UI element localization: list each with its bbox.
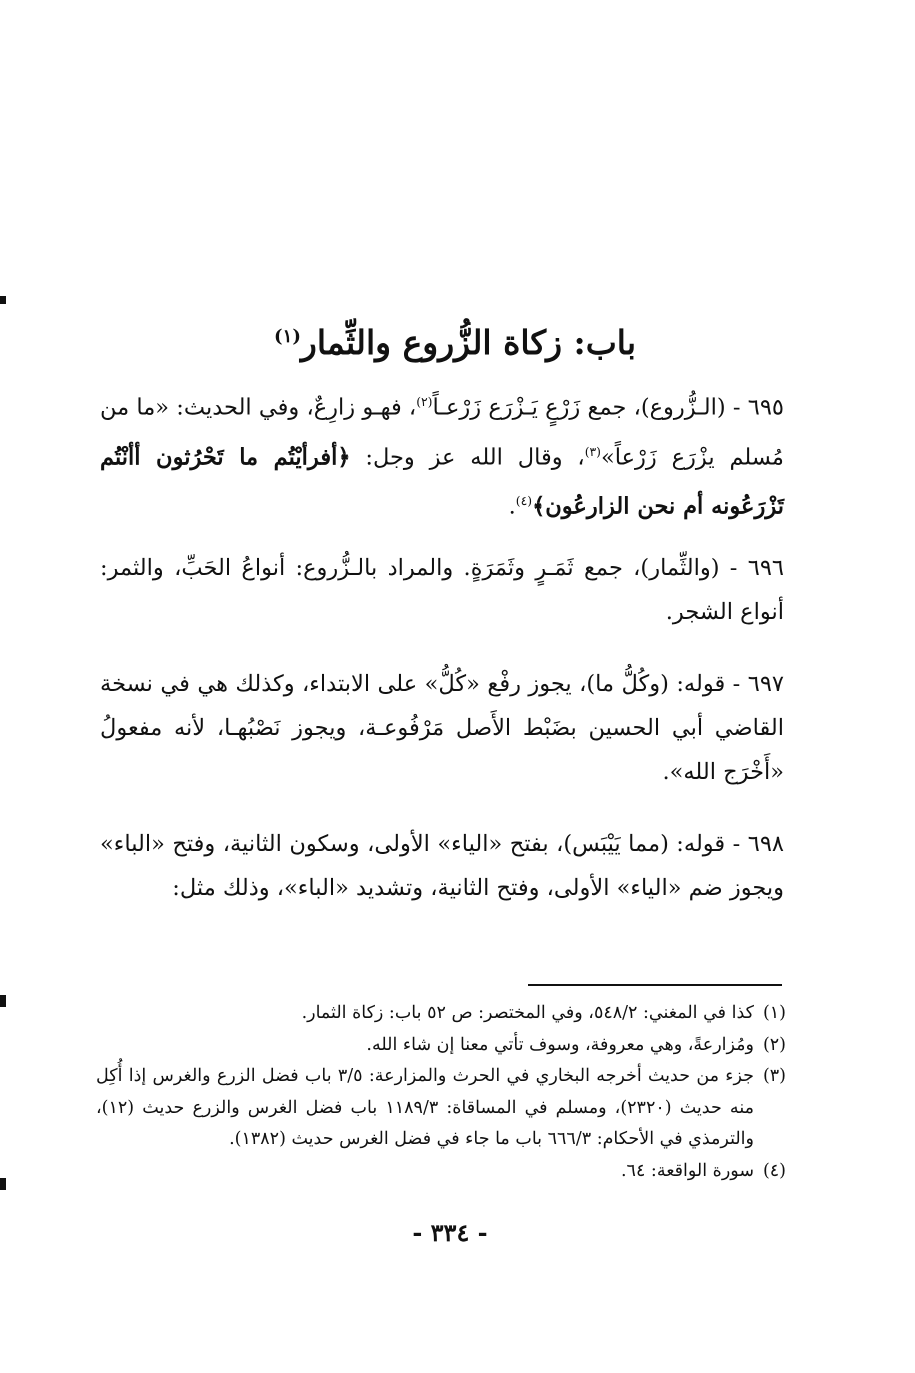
footnote-text: ومُزارعةً، وهي معروفة، وسوف تأتي معنا إن شاء الله. <box>366 1034 754 1055</box>
paragraph-text: ٦٩٨ - قوله: (مما يَيْبَس)، بفتح «الياء» الأولى، وسكون الثانية، وفتح «الباء» ويجوز ضم «الياء» الأولى، وفتح الثانية، وتشديد «الباء»، وذلك مثل: <box>100 831 784 901</box>
footnote-ref: (٢) <box>416 395 433 409</box>
footnote-number: (١) <box>762 1003 786 1023</box>
page-number: - ٣٣٤ - <box>412 1218 488 1247</box>
footnote-item <box>96 1156 786 1188</box>
footnote-number: (٣) <box>762 1066 786 1086</box>
quran-quote: ﴿أفرأيْتُم ما تَحْرُثون أأنْتُم تَزْرَعُونه أم نحن الزارعُون﴾ <box>100 444 784 520</box>
footnote-item <box>96 1030 786 1062</box>
footnote-item <box>96 998 786 1030</box>
paragraph-698 <box>100 822 784 910</box>
paragraph-text: ٦٩٥ - (الـزُّروع)، جمع زَرْعٍ يَـزْرَع زَرْعـاً <box>432 394 784 421</box>
footnote-divider <box>528 984 782 986</box>
paragraph-text: ، فهـو زارِعٌ، وفي الحديث: «ما من مُسلم يزْرَع زَرْعاً» <box>100 394 784 470</box>
footnote-ref: (٤) <box>515 494 533 508</box>
footnote-number: (٢) <box>762 1034 786 1055</box>
footnote-ref: (١) <box>273 326 301 347</box>
scan-edge-mark <box>0 296 6 304</box>
footnote-text: جزء من حديث أخرجه البخاري في الحرث والمزارعة: ٣/٥ باب فضل الزرع والغرس إذا أُكِل منه حديث (٢٣٢٠)، ومسلم في المساقاة: ١١٨٩/٣ باب فضل الغرس والزرع حديث (١٢)، والترمذي في الأحكام: ٦٦٦/٣ باب ما جاء في فضل الغرس حديث (١٣٨٢). <box>96 1066 754 1149</box>
scan-edge-mark <box>0 1178 6 1190</box>
paragraph-text: ٦٩٦ - (والثِّمار)، جمع ثَمَـرٍ وثَمَرَةٍ. والمراد بالـزُّروع: أنواعُ الحَبِّ، والثمر: أنواع الشجر. <box>100 555 784 625</box>
footnote-item <box>96 1061 786 1156</box>
footnote-text: كذا في المغني: ٥٤٨/٢، وفي المختصر: ص ٥٢ باب: زكاة الثمار. <box>301 1003 754 1023</box>
paragraph-696 <box>100 546 784 634</box>
paragraph-text: ٦٩٧ - قوله: (وكُلُّ ما)، يجوز رفْع «كُلُّ» على الابتداء، وكذلك هي في نسخة القاضي أبي الحسين بضَبْط الأَصل مَرْفُوعـة، ويجوز نَصْبُهـا، لأنه مفعولُ «أَخْرَج الله». <box>100 671 784 785</box>
paragraph-text: ، وقال الله عز وجل: <box>350 444 585 470</box>
footnote-ref: (٣) <box>584 444 601 459</box>
paragraph-695 <box>100 380 784 529</box>
scan-edge-mark <box>0 995 6 1007</box>
paragraph-text: . <box>508 493 516 520</box>
footnotes <box>96 998 786 1187</box>
chapter-title-text: باب: زكاة الزُّروع والثِّمار <box>300 323 637 362</box>
chapter-title <box>110 312 800 368</box>
footnote-text: سورة الواقعة: ٦٤. <box>620 1160 754 1181</box>
paragraph-697 <box>100 662 784 794</box>
footnote-number: (٤) <box>762 1160 786 1181</box>
